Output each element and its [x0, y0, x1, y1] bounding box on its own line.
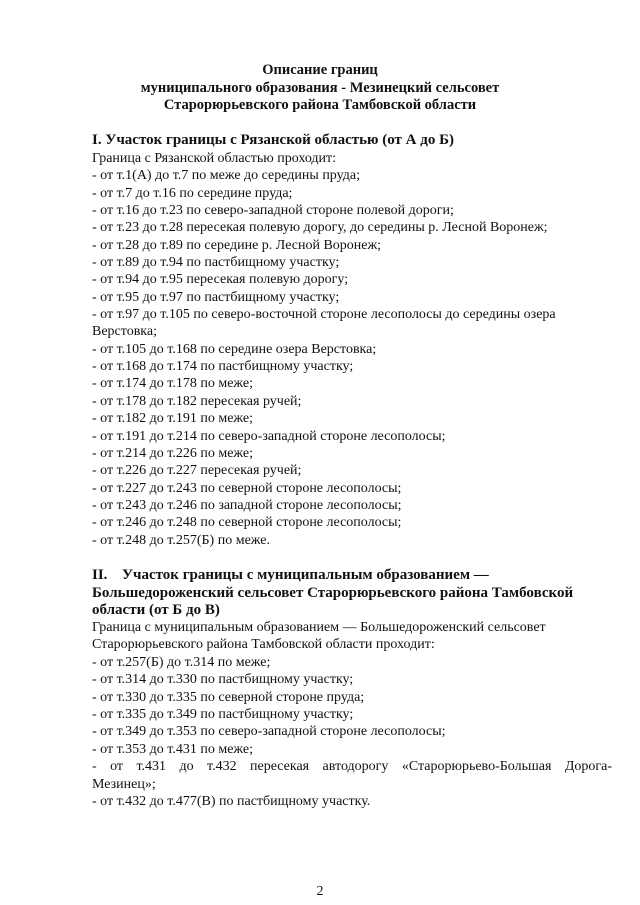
list-item-long-line-2: Мезинец»;	[92, 776, 156, 792]
section-2-intro-line-2: Старорюрьевского района Тамбовской области проходит:	[92, 637, 435, 653]
list-item: - от т.1(А) до т.7 по меже до середины пруда;	[92, 168, 360, 184]
list-item: - от т.349 до т.353 по северо-западной стороне лесополосы;	[92, 724, 446, 740]
list-item: - от т.246 до т.248 по северной стороне лесополосы;	[92, 515, 402, 531]
section-1-intro: Граница с Рязанской областью проходит:	[92, 151, 337, 166]
doc-title-line-2: муниципального образования - Мезинецкий сельсовет	[140, 80, 500, 96]
list-item: - от т.28 до т.89 по середине р. Лесной Воронеж;	[92, 237, 382, 253]
list-item: Верстовка;	[92, 324, 158, 340]
list-item: - от т.227 до т.243 по северной стороне лесополосы;	[92, 480, 402, 496]
list-item: - от т.178 до т.182 пересекая ручей;	[92, 393, 302, 409]
section-1-body	[92, 150, 612, 549]
section-2-intro-line-1: Граница с муниципальным образованием — Большедороженский сельсовет	[92, 620, 546, 635]
doc-title-line-1: Описание границ	[262, 62, 378, 78]
section-1-heading: I. Участок границы с Рязанской областью (от А до Б)	[92, 132, 454, 148]
list-item: - от т.248 до т.257(Б) по меже.	[92, 532, 270, 548]
section-2-heading-line-2: Большедороженский сельсовет Старорюрьевского района Тамбовской	[92, 584, 574, 601]
list-item: - от т.335 до т.349 по пастбищному участку;	[92, 707, 354, 723]
section-2-number: II.	[92, 567, 108, 583]
section-2-body	[92, 619, 612, 810]
list-item: - от т.16 до т.23 по северо-западной стороне полевой дороги;	[92, 203, 454, 219]
list-item: - от т.174 до т.178 по меже;	[92, 376, 254, 392]
list-item: - от т.94 до т.95 пересекая полевую дорогу;	[92, 272, 349, 288]
list-item: - от т.226 до т.227 пересекая ручей;	[92, 463, 302, 479]
doc-title-line-3: Старорюрьевского района Тамбовской области	[163, 97, 477, 113]
section-2-heading-line-3: области (от Б до В)	[92, 602, 220, 618]
page-number: 2	[316, 884, 324, 899]
list-item: - от т.7 до т.16 по середине пруда;	[92, 185, 293, 201]
list-item: - от т.257(Б) до т.314 по меже;	[92, 654, 271, 670]
list-item: - от т.23 до т.28 пересекая полевую дорогу, до середины р. Лесной Воронеж;	[92, 220, 548, 236]
list-item: - от т.330 до т.335 по северной стороне пруда;	[92, 689, 365, 705]
list-item: - от т.353 до т.431 по меже;	[92, 741, 254, 757]
list-item: - от т.314 до т.330 по пастбищному участку;	[92, 672, 354, 688]
list-item: - от т.168 до т.174 по пастбищному участку;	[92, 359, 354, 375]
list-item-long-line-1: - от т.431 до т.432 пересекая автодорогу «Старорюрьево-Большая Дорога-	[92, 759, 612, 775]
list-item: - от т.182 до т.191 по меже;	[92, 411, 254, 427]
list-item: - от т.191 до т.214 по северо-западной стороне лесополосы;	[92, 428, 446, 444]
list-item: - от т.214 до т.226 по меже;	[92, 445, 254, 461]
list-item: - от т.432 до т.477(В) по пастбищному участку.	[92, 794, 371, 810]
list-item: - от т.105 до т.168 по середине озера Верстовка;	[92, 341, 377, 357]
list-item: - от т.89 до т.94 по пастбищному участку;	[92, 255, 340, 271]
section-2-heading	[92, 567, 612, 620]
section-2-heading-line-1: Участок границы с муниципальным образованием —	[122, 567, 489, 583]
list-item: - от т.243 до т.246 по западной стороне лесополосы;	[92, 497, 402, 513]
list-item: - от т.97 до т.105 по северо-восточной стороне лесополосы до середины озера	[92, 307, 556, 323]
list-item: - от т.95 до т.97 по пастбищному участку;	[92, 289, 340, 305]
